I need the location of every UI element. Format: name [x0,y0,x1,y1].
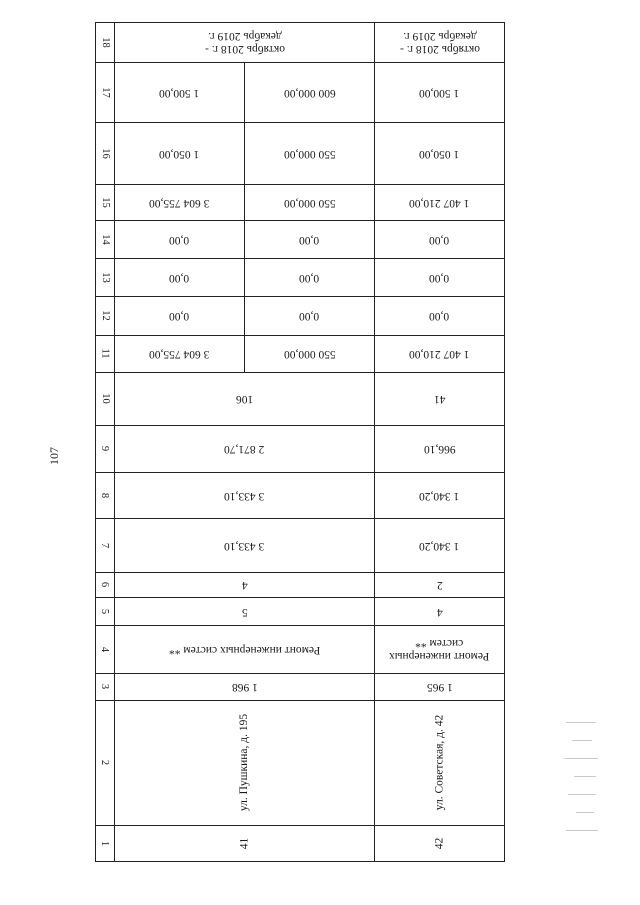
column-number-16: 16 [99,147,111,159]
column-number-5: 5 [99,608,111,614]
row-41-col5: 5 [241,605,248,618]
table-border-right [504,22,505,862]
row-42-col8: 1 340,20 [419,489,460,502]
row-41-col17-a: 1 500,00 [159,86,200,99]
row-41-year: 1 968 [231,681,258,693]
row-42-col12: 0,00 [429,310,450,322]
row-41-col8: 3 433,10 [224,489,265,502]
column-number-9: 9 [99,445,111,452]
column-number-15: 15 [99,196,111,208]
table-border-bottom [95,861,505,862]
column-number-2: 2 [99,759,111,766]
row-42-col9: 966,10 [423,443,456,455]
row-41-col13-a: 0,00 [169,271,190,284]
column-number-12: 12 [99,310,111,321]
column-number-18: 18 [99,36,111,48]
row-42-col11: 1 407 210,00 [409,348,470,360]
row-41-col12-b: 0,00 [299,310,320,322]
column-number-17: 17 [99,86,111,98]
column-number-11: 11 [99,348,111,359]
row-42-work-type: Ремонт инженерных систем ** [389,637,490,662]
row-42-col10: 41 [433,393,446,405]
row-42-col7: 1 340,20 [419,539,460,552]
column-number-3: 3 [99,683,111,690]
row-41-col7: 3 433,10 [224,539,265,552]
row-42-period: октябрь 2018 г. - декабрь 2019 г. [399,30,480,55]
row-41-col16-a: 1 050,00 [159,147,200,160]
column-number-14: 14 [99,233,111,245]
row-41-period: октябрь 2018 г. - декабрь 2019 г. [204,30,285,55]
page-number: 107 [47,447,61,465]
column-number-6: 6 [99,581,111,588]
row-42-number: 42 [433,837,445,849]
column-number-1: 1 [99,840,111,846]
column-number-10: 10 [99,393,111,404]
row-42-col5: 4 [436,605,443,618]
row-42-address: ул. Советская, д. 42 [433,714,445,811]
rotated-table [95,22,505,862]
row-42-col13: 0,00 [429,271,450,284]
row-41-col12-a: 0,00 [169,310,190,322]
row-41-address: ул. Пушкина, д. 195 [238,713,250,812]
column-number-13: 13 [99,271,111,283]
column-number-8: 8 [99,492,111,498]
row-41-col14-a: 0,00 [169,233,190,246]
row-41-col17-b: 600 000,00 [283,86,336,99]
row-41-col9: 2 871,70 [224,443,265,455]
row-42-col16: 1 050,00 [419,147,460,160]
row-41-work-type: Ремонт инженерных систем ** [168,643,321,656]
row-42-col15: 1 407 210,00 [409,196,470,209]
row-41-col10: 106 [235,393,254,405]
scan-artifact [560,718,608,836]
row-41-col13-b: 0,00 [299,271,320,284]
row-42-col6: 2 [436,579,443,591]
row-41-col14-b: 0,00 [299,233,320,246]
column-number-4: 4 [99,646,111,652]
row-41-col15-b: 550 000,00 [283,196,336,209]
row-41-col11-a: 3 604 755,00 [149,348,210,360]
row-41-number: 41 [238,837,250,849]
row-42-year: 1 965 [426,681,453,693]
row-42-col14: 0,00 [429,233,450,246]
row-41-col6: 4 [241,579,248,591]
column-number-7: 7 [99,542,111,548]
row-42-col17: 1 500,00 [419,86,460,99]
row-41-col15-a: 3 604 755,00 [149,196,210,209]
row-41-col11-b: 550 000,00 [283,348,336,360]
row-41-col16-b: 550 000,00 [283,147,336,160]
